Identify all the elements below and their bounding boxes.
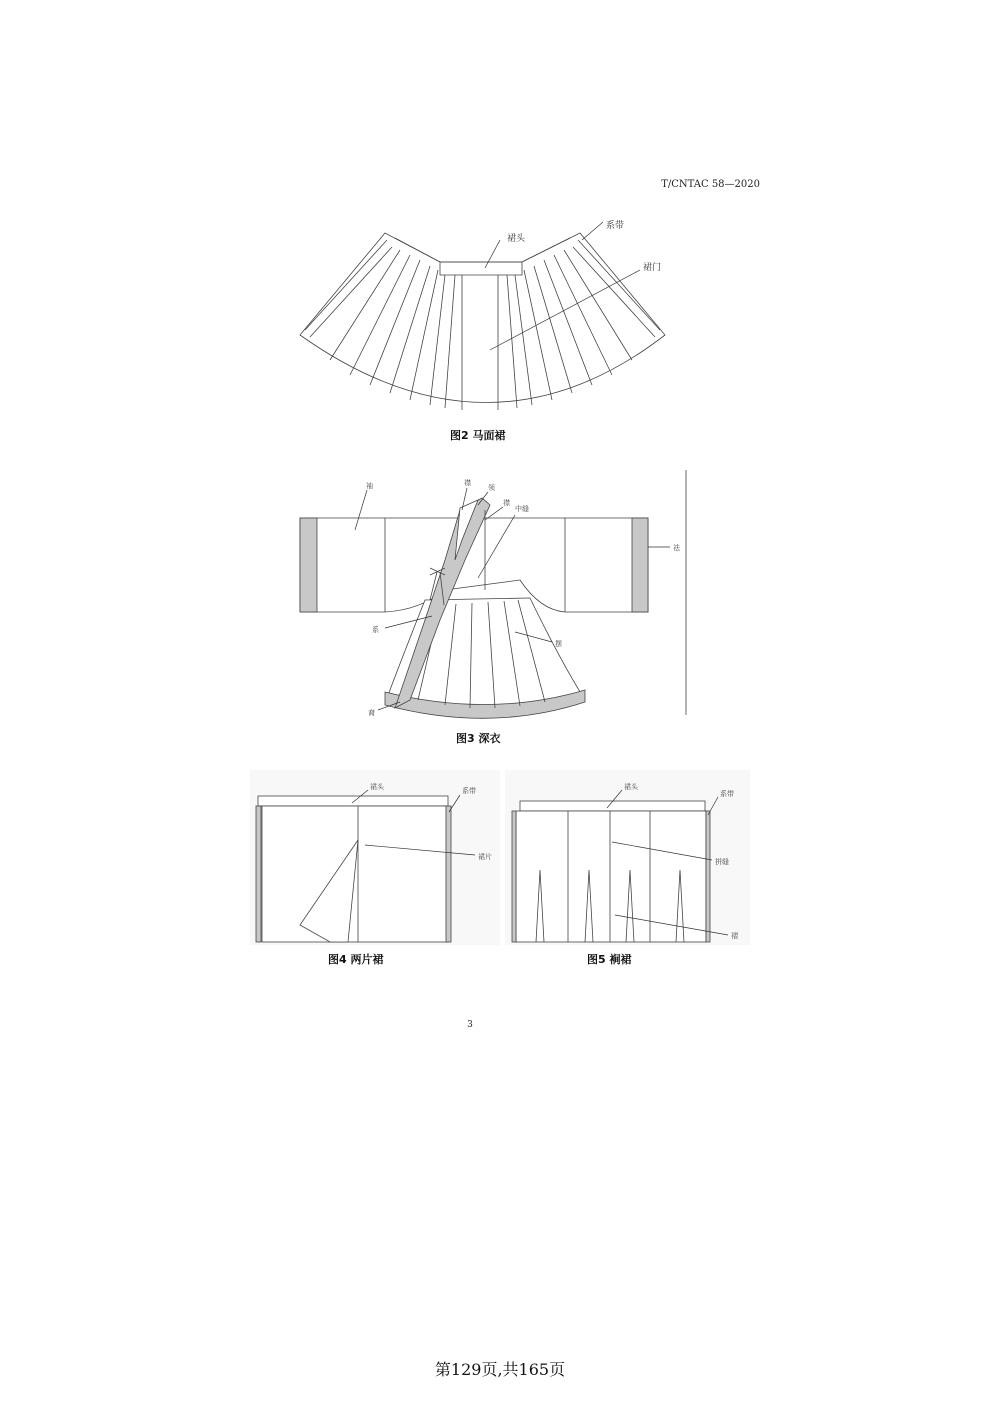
label-hem-panel: 摆 [555,640,562,648]
label-tie: 系带 [606,221,625,231]
fig4-label-waistband: 裙头 [370,783,384,791]
right-cuff [632,518,648,612]
fig5-label-seam: 拼缝 [715,858,729,866]
label-collar: 领 [488,484,495,492]
label-sleeve: 袖 [366,482,373,490]
label-lapel: 襟 [503,499,510,507]
fig5-left-tie [512,811,516,942]
page-number: 3 [467,1020,473,1030]
standard-code: T/CNTAC 58—2020 [661,179,760,190]
fig5-label-tie: 系带 [720,790,734,798]
label-center-seam: 中缝 [515,505,529,513]
figure-5-pleated-skirt [505,770,750,966]
fig5-right-tie [706,811,710,942]
fig5-skirt-body [516,811,706,942]
figure-4-caption: 图4 两片裙 [328,953,384,966]
fig5-waistband-rect [520,801,705,811]
label-front-panel: 裙门 [643,263,662,273]
fig4-left-tie [256,806,261,942]
fig4-label-panel: 裙片 [478,853,492,861]
fig4-label-tie: 系带 [462,787,476,795]
skirt-fan-outline [300,233,665,403]
label-waistband: 裙头 [507,234,526,244]
fig5-label-pleat: 褶 [731,932,738,940]
page-footer: 第129页,共165页 [434,1360,566,1379]
fig5-label-waistband: 裙头 [624,783,638,791]
figure-5-caption: 图5 裥裙 [587,953,632,966]
figure-2-horse-face-skirt [300,219,665,442]
figure-2-caption: 图2 马面裙 [450,429,506,442]
figure-4-two-panel-skirt [250,770,500,966]
label-hem-border: 裔 [368,709,375,717]
fig4-right-tie [446,806,451,942]
label-cuff: 祛 [673,544,680,552]
left-cuff [300,518,317,612]
label-belt-tie: 系 [372,626,379,634]
label-inner-lapel: 襟 [464,479,471,487]
figure-3-shenyi-robe [300,470,686,745]
fig4-waistband-rect [258,796,448,806]
leader-tie [582,222,603,240]
figure-3-caption: 图3 深衣 [456,732,501,745]
